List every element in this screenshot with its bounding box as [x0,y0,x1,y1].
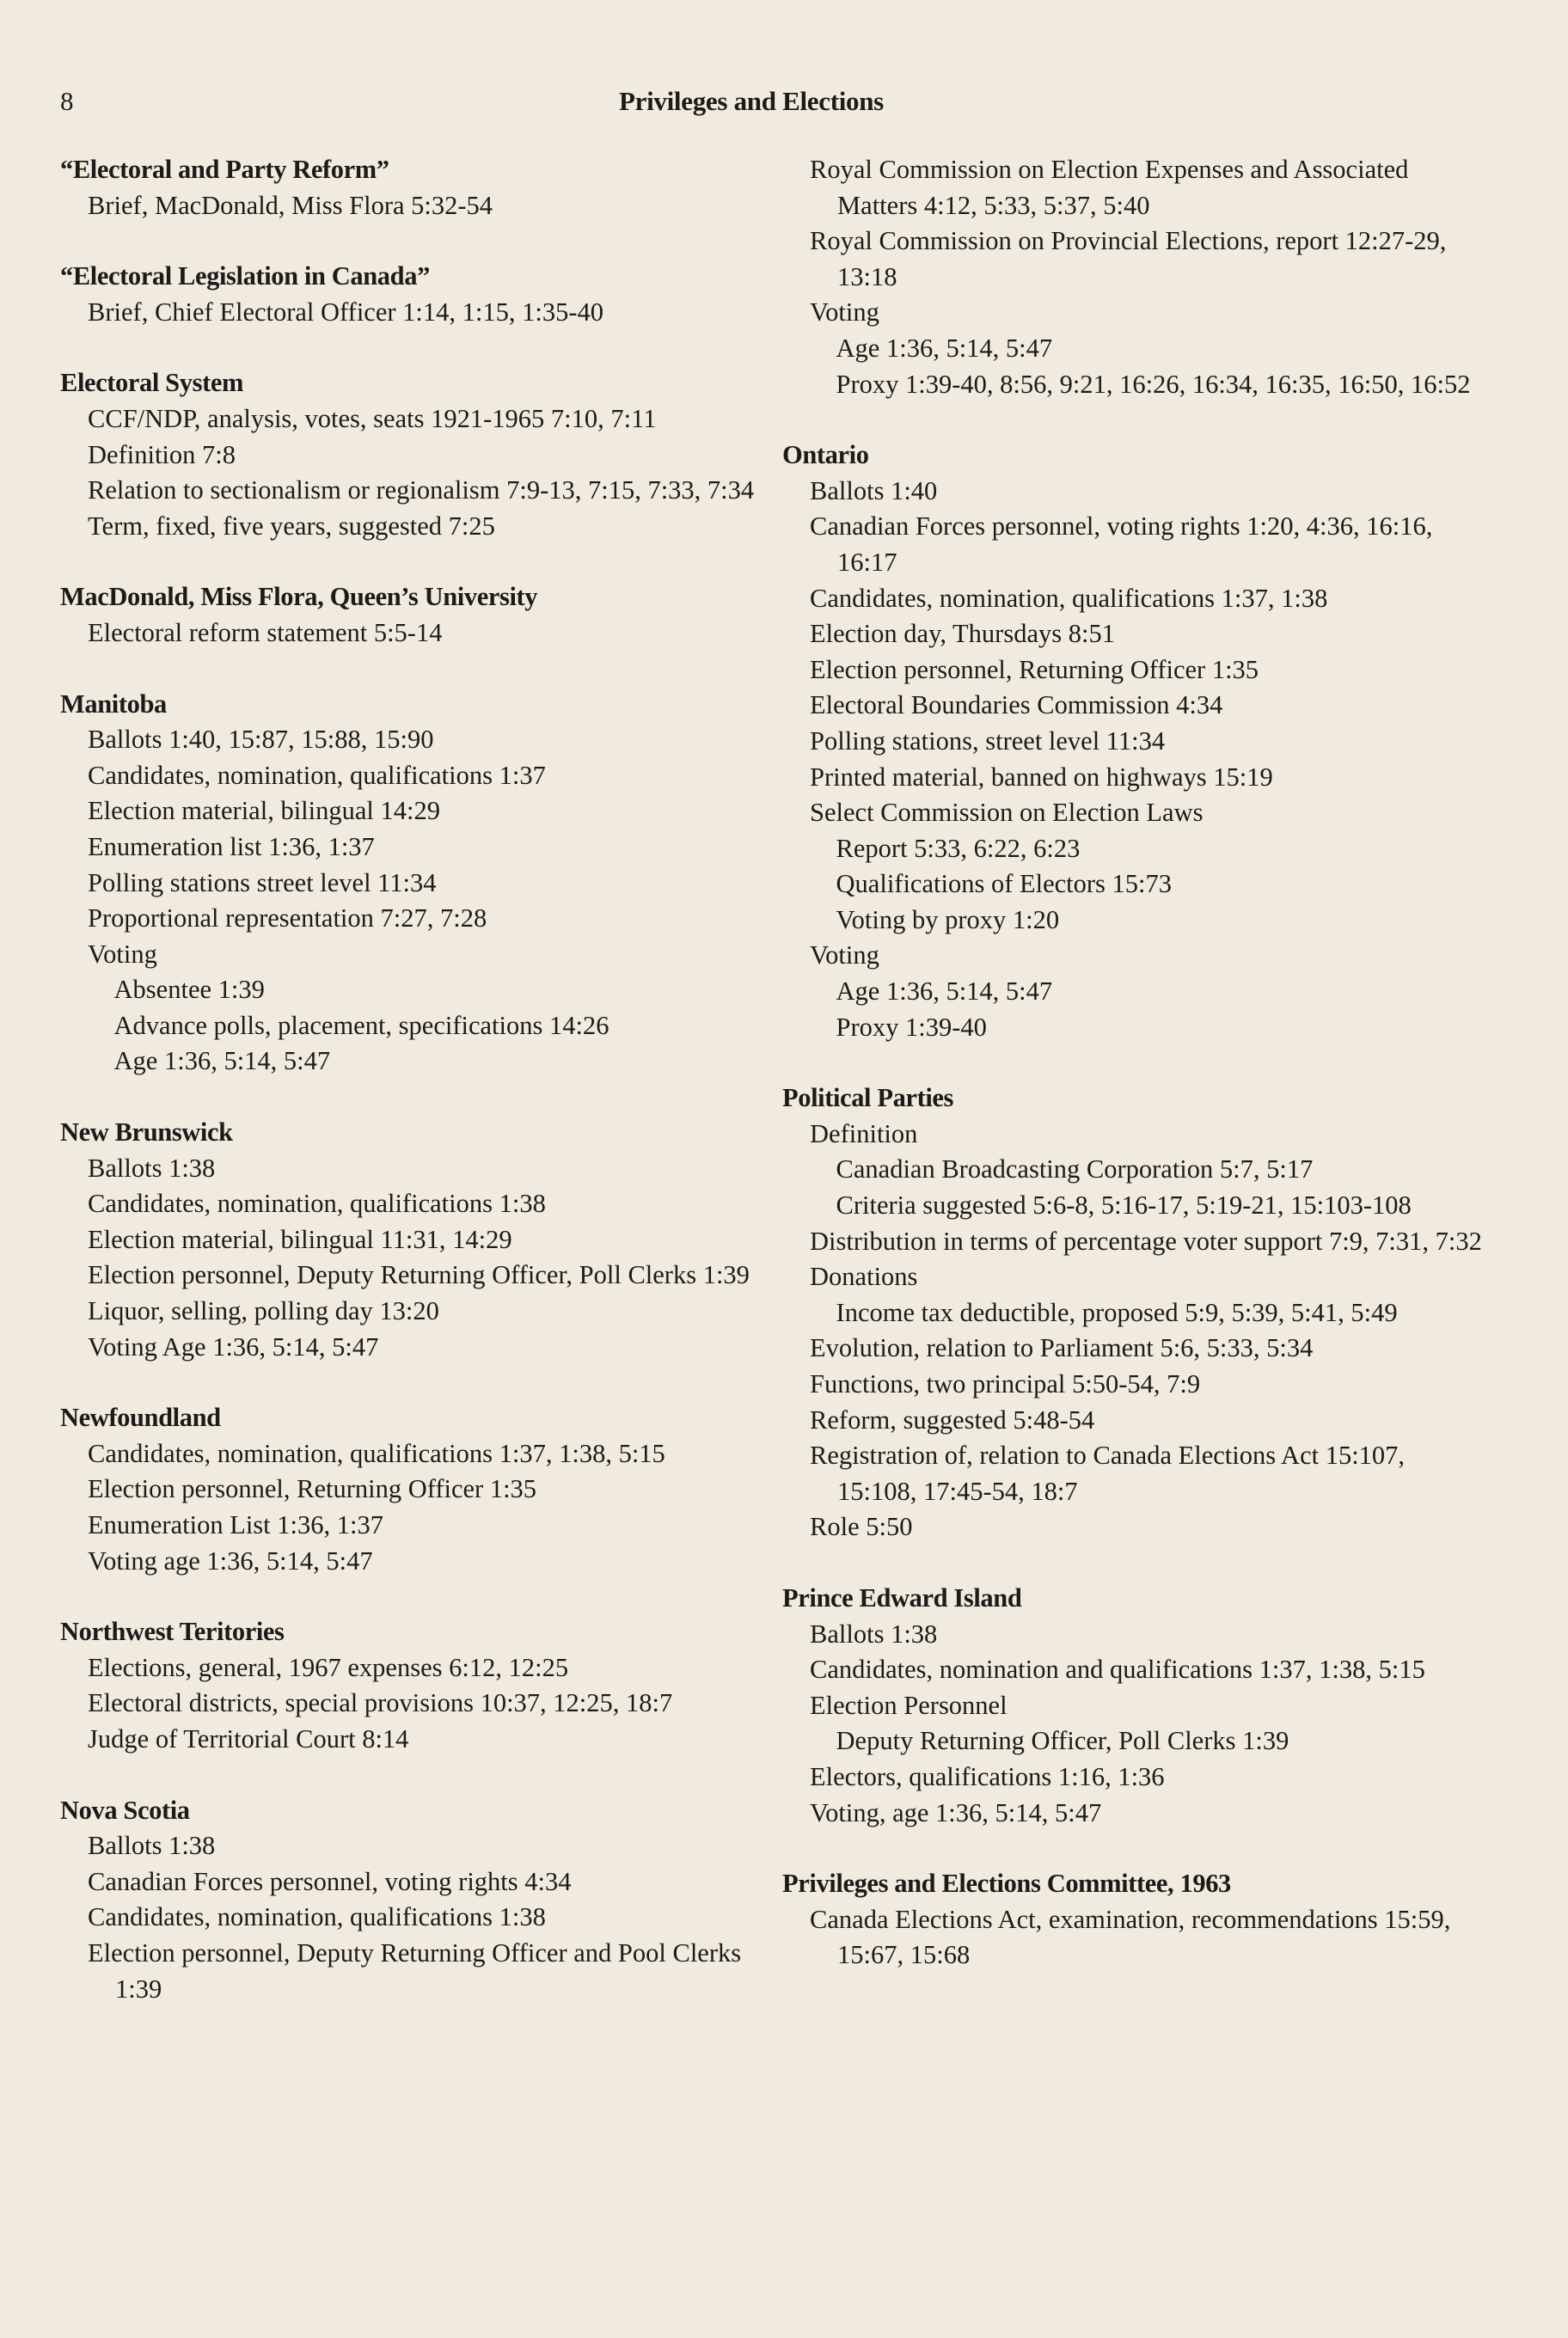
index-entry: Enumeration List 1:36, 1:37 [88,1510,383,1539]
index-entry: Ballots 1:40, 15:87, 15:88, 15:90 [88,725,434,755]
index-heading: “Electoral Legislation in Canada” [60,261,430,291]
index-entry: Candidates, nomination, qualifications 1:38 [88,1902,546,1932]
index-entry: Candidates, nomination, qualifications 1:37, 1:38 [810,583,1328,613]
index-entry: Election day, Thursdays 8:51 [810,619,1115,649]
index-heading: Electoral System [60,368,243,398]
index-entry: Voting age 1:36, 5:14, 5:47 [88,1545,373,1576]
index-heading: Privileges and Elections Committee, 1963 [782,1869,1231,1899]
index-heading: Political Parties [782,1083,954,1113]
index-entry: Canadian Broadcasting Corporation 5:7, 5:17 [836,1154,1314,1184]
index-section [782,438,1487,1045]
index-section [60,152,765,223]
index-heading: Northwest Teritories [60,1617,285,1647]
index-heading: Manitoba [60,689,167,719]
index-entry: Voting [88,939,157,969]
index-entry: Distribution in terms of percentage voter support 7:9, 7:31, 7:32 [810,1226,1482,1256]
index-entry: Relation to sectionalism or regionalism 7:9-13, 7:15, 7:33, 7:34 [88,475,755,505]
index-section [60,579,765,651]
index-entry: Election Personnel [810,1690,1008,1720]
index-entry: Proxy 1:39-40, 8:56, 9:21, 16:26, 16:34, 16:35, 16:50, 16:52 [836,369,1471,399]
running-head: Privileges and Elections [619,86,884,116]
index-entry: Advance polls, placement, specifications 14:26 [113,1010,609,1040]
index-entry: Report 5:33, 6:22, 6:23 [836,833,1081,863]
index-entry: Absentee 1:39 [113,975,265,1005]
index-section [782,1866,1487,1974]
index-entry: Polling stations street level 11:34 [88,867,437,897]
index-entry: Election personnel, Deputy Returning Officer, Poll Clerks 1:39 [88,1260,750,1290]
index-entry: Election personnel, Deputy Returning Officer and Pool Clerks 1:39 [88,1937,742,2004]
index-heading: New Brunswick [60,1117,233,1148]
index-entry: Polling stations, street level 11:34 [810,725,1166,756]
index-entry: Qualifications of Electors 15:73 [836,869,1172,899]
index-entry: Judge of Territorial Court 8:14 [88,1723,409,1754]
index-entry: Reform, suggested 5:48-54 [810,1405,1095,1435]
index-entry: Candidates, nomination and qualifications 1:37, 1:38, 5:15 [810,1655,1425,1685]
index-entry: Electoral districts, special provisions 10:37, 12:25, 18:7 [88,1688,673,1718]
index-entry: Evolution, relation to Parliament 5:6, 5:33, 5:34 [810,1333,1314,1363]
page-number: 8 [60,86,74,116]
index-section [60,687,765,1080]
index-entry: Royal Commission on Provincial Elections, report 12:27-29, 13:18 [810,226,1447,291]
index-entry: Donations [810,1262,918,1292]
index-entry: Registration of, relation to Canada Elections Act 15:107, 15:108, 17:45-54, 18:7 [810,1441,1406,1506]
index-entry: Liquor, selling, polling day 13:20 [88,1296,439,1326]
index-entry: Candidates, nomination, qualifications 1:37, 1:38, 5:15 [88,1438,665,1468]
index-entry: Term, fixed, five years, suggested 7:25 [88,511,495,541]
index-entry: Electors, qualifications 1:16, 1:36 [810,1761,1165,1791]
index-heading: Nova Scotia [60,1795,190,1825]
index-heading: Ontario [782,440,869,470]
index-entry: Printed material, banned on highways 15:19 [810,762,1273,792]
index-entry: Election material, bilingual 11:31, 14:29 [88,1224,512,1254]
index-entry: Voting, age 1:36, 5:14, 5:47 [810,1797,1102,1827]
index-entry: Income tax deductible, proposed 5:9, 5:39, 5:41, 5:49 [836,1297,1398,1327]
index-section [60,365,765,544]
index-column-right [782,152,1487,2009]
index-entry: Election personnel, Returning Officer 1:35 [88,1474,537,1504]
index-entry: CCF/NDP, analysis, votes, seats 1921-1965 7:10, 7:11 [88,403,657,433]
index-heading: MacDonald, Miss Flora, Queen’s University [60,582,538,612]
index-entry: Voting by proxy 1:20 [836,904,1060,934]
index-section [60,1793,765,2008]
index-entry: Electoral Boundaries Commission 4:34 [810,690,1223,720]
index-entry: Proportional representation 7:27, 7:28 [88,903,487,933]
index-entry: Age 1:36, 5:14, 5:47 [113,1046,331,1076]
index-entry: Ballots 1:38 [88,1153,216,1183]
index-entry: Age 1:36, 5:14, 5:47 [836,976,1053,1007]
index-entry: Definition [810,1118,918,1148]
index-entry: Canadian Forces personnel, voting rights 1:20, 4:36, 16:16, 16:17 [810,511,1433,577]
index-entry: Election material, bilingual 14:29 [88,796,440,826]
index-section [782,1080,1487,1545]
index-heading: “Electoral and Party Reform” [60,155,389,184]
index-section [782,152,1487,402]
index-entry: Ballots 1:38 [88,1831,216,1861]
index-heading: Prince Edward Island [782,1582,1022,1613]
index-entry: Enumeration list 1:36, 1:37 [88,831,375,861]
index-column-left [60,152,765,2042]
index-entry: Voting [810,297,879,327]
index-entry: Functions, two principal 5:50-54, 7:9 [810,1369,1201,1399]
index-section [782,1581,1487,1831]
index-entry: Proxy 1:39-40 [836,1012,987,1042]
index-entry: Royal Commission on Election Expenses and Associated Matters 4:12, 5:33, 5:37, 5:40 [810,155,1409,220]
index-section [60,259,765,330]
index-entry: Brief, Chief Electoral Officer 1:14, 1:15, 1:35-40 [88,297,603,327]
index-entry: Elections, general, 1967 expenses 6:12, 12:25 [88,1652,569,1682]
index-entry: Voting [810,940,879,970]
index-entry: Ballots 1:40 [810,475,938,505]
index-entry: Role 5:50 [810,1512,913,1542]
index-entry: Definition 7:8 [88,439,236,469]
index-entry: Electoral reform statement 5:5-14 [88,617,443,647]
index-entry: Voting Age 1:36, 5:14, 5:47 [88,1331,379,1362]
index-entry: Deputy Returning Officer, Poll Clerks 1:39 [836,1726,1289,1756]
index-entry: Canada Elections Act, examination, recommendations 15:59, 15:67, 15:68 [810,1904,1451,1970]
index-entry: Ballots 1:38 [810,1619,938,1649]
index-entry: Select Commission on Election Laws [810,798,1204,828]
index-entry: Candidates, nomination, qualifications 1:37 [88,760,546,790]
index-entry: Criteria suggested 5:6-8, 5:16-17, 5:19-21, 15:103-108 [836,1190,1412,1221]
index-section [60,1400,765,1579]
index-entry: Election personnel, Returning Officer 1:35 [810,654,1259,684]
index-entry: Candidates, nomination, qualifications 1:38 [88,1189,546,1219]
index-heading: Newfoundland [60,1403,221,1433]
index-section [60,1115,765,1365]
page-header [60,86,920,124]
index-entry: Age 1:36, 5:14, 5:47 [836,333,1053,363]
index-entry: Canadian Forces personnel, voting rights 4:34 [88,1866,572,1896]
index-section [60,1614,765,1757]
index-entry: Brief, MacDonald, Miss Flora 5:32-54 [88,190,493,220]
